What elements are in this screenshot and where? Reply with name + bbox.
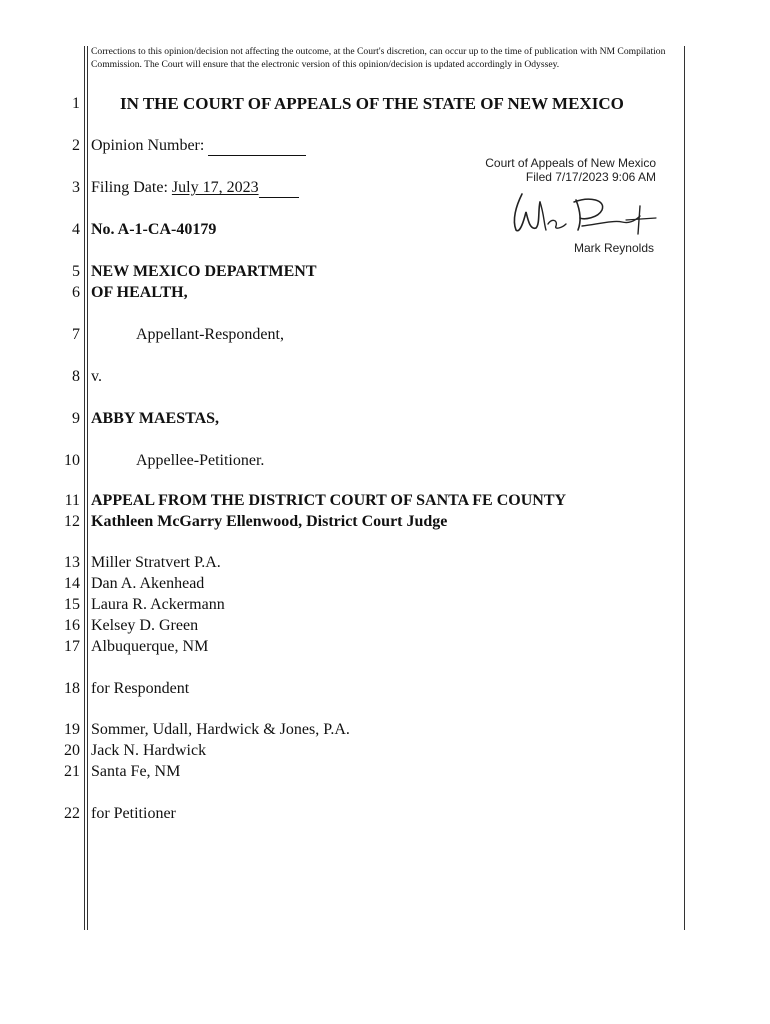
line-number: 16 [64,617,80,634]
left-margin-rule [84,46,85,930]
left-margin-rule-inner [87,46,88,930]
appellee-role: Appellee-Petitioner. [136,452,265,469]
for-respondent: for Respondent [91,680,190,697]
line-number: 21 [64,763,80,780]
line-number: 19 [64,721,80,738]
party-appellant: NEW MEXICO DEPARTMENT [91,263,317,280]
counsel-attorney: Kelsey D. Green [91,617,199,634]
line-number: 4 [72,221,80,238]
line-number: 1 [72,95,80,112]
counsel-attorney: Jack N. Hardwick [91,742,207,759]
signature-image [510,190,660,238]
line-number: 7 [72,326,80,343]
party-appellee: ABBY MAESTAS, [91,410,220,427]
filing-date-underline [259,181,299,198]
appeal-from: APPEAL FROM THE DISTRICT COURT OF SANTA FE COUNTY [91,492,567,509]
line-number: 3 [72,179,80,196]
appellant-role: Appellant-Respondent, [136,326,284,343]
filing-stamp [440,156,656,184]
line-number: 8 [72,368,80,385]
case-number: No. A-1-CA-40179 [91,221,217,238]
stamp-court: Court of Appeals of New Mexico [485,156,656,170]
right-margin-rule [684,46,685,930]
counsel-location: Santa Fe, NM [91,763,181,780]
line-number: 10 [64,452,80,469]
filing-date-value: July 17, 2023 [171,179,259,196]
line-number: 18 [64,680,80,697]
line-number: 6 [72,284,80,301]
corrections-notice: Corrections to this opinion/decision not affecting the outcome, at the Court's discretion, can occur up to the time of publication with NM Compilation Commission. The Court will ensure that the electronic version of this opinion/decision is updated accordingly in Odyssey. [91,46,666,70]
line-number: 2 [72,137,80,154]
line-number: 17 [64,638,80,655]
counsel-firm-petitioner: Sommer, Udall, Hardwick & Jones, P.A. [91,721,350,738]
counsel-firm-respondent: Miller Stratvert P.A. [91,554,221,571]
line-number: 13 [64,554,80,571]
line-number: 11 [64,492,80,509]
line-number: 20 [64,742,80,759]
line-number: 12 [64,513,80,530]
court-title: IN THE COURT OF APPEALS OF THE STATE OF NEW MEXICO [120,94,624,113]
party-appellant-cont: OF HEALTH, [91,284,188,301]
line-number: 22 [64,805,80,822]
line-number: 15 [64,596,80,613]
for-petitioner: for Petitioner [91,805,176,822]
line-number: 9 [72,410,80,427]
opinion-number-blank [208,139,306,156]
filing-date-line [91,178,299,198]
line-number: 5 [72,263,80,280]
filing-date-label: Filing Date: [91,179,172,196]
counsel-location: Albuquerque, NM [91,638,209,655]
stamp-filed: Filed 7/17/2023 9:06 AM [525,170,656,184]
opinion-number-label: Opinion Number: [91,137,205,154]
versus: v. [91,368,102,385]
signer-name: Mark Reynolds [573,241,654,255]
line-number: 14 [64,575,80,592]
opinion-number-line [91,136,306,156]
counsel-attorney: Dan A. Akenhead [91,575,205,592]
district-judge: Kathleen McGarry Ellenwood, District Court Judge [91,513,448,530]
counsel-attorney: Laura R. Ackermann [91,596,225,613]
